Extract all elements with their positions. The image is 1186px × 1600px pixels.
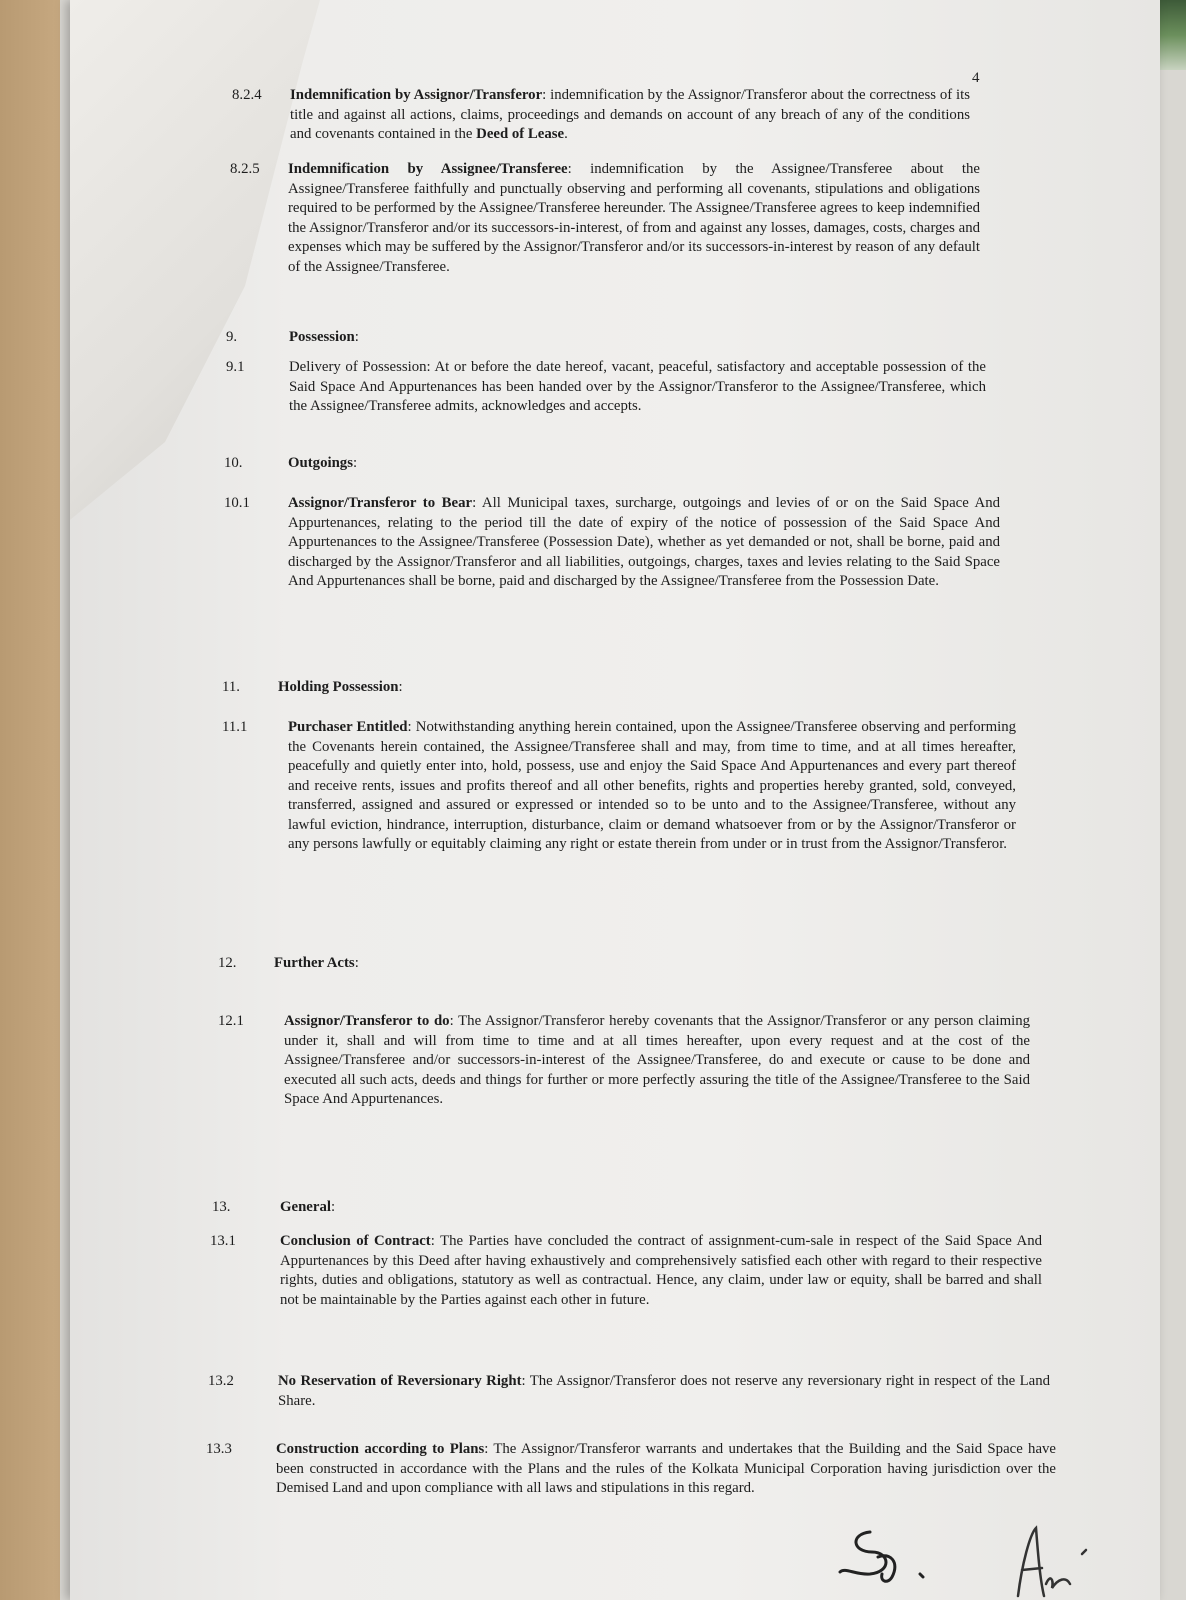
clause-12-1	[218, 1012, 1030, 1152]
clause-8-2-5	[230, 160, 982, 290]
clause-number: 13.3	[206, 1441, 232, 1457]
section-13-heading	[212, 1198, 612, 1220]
section-number: 12.	[218, 955, 237, 971]
clause-label: Construction according to Plans	[276, 1441, 485, 1457]
clause-13-3	[206, 1440, 1056, 1528]
section-10-heading	[224, 454, 624, 476]
clause-label: Indemnification by Assignee/Transferee	[288, 161, 568, 177]
clause-label: Purchaser Entitled	[288, 719, 408, 735]
clause-13-1	[210, 1232, 1042, 1352]
clause-body	[284, 1012, 1030, 1110]
clause-body: Delivery of Possession: At or before the date hereof, vacant, peaceful, satisfactory and acceptable possession of the Said Space And Appurtenances has been handed over by the Assignor/Transferor to the Assignee/Transferee, which the Assignee/Transferee admits, acknowledges and accepts.	[289, 359, 986, 414]
clause-body	[278, 1372, 1050, 1411]
handwritten-initials-2	[1010, 1524, 1100, 1600]
clause-body	[280, 1232, 1042, 1310]
clause-body: Indemnification by Assignor/Transferor: indemnification by the Assignor/Transferor about the correctness of its title and against all actions, claims, proceedings and demands on account of any breach of any of the conditions and covenants contained in the Deed of Lease.	[290, 87, 970, 142]
section-heading: Further Acts:	[274, 955, 359, 971]
section-number: 10.	[224, 455, 243, 471]
section-number: 13.	[212, 1199, 231, 1215]
clause-label: Indemnification by Assignor/Transferor	[290, 87, 543, 103]
handwritten-initials-1	[830, 1522, 940, 1592]
clause-text: : The Assignor/Transferor warrants and undertakes that the Building and the Said Space have been constructed in accordance with the Plans and the rules of the Kolkata Municipal Corporation having jurisdiction over the Demised Land and upon compliance with all laws and stipulations in this regard.	[276, 1441, 1056, 1496]
section-11-heading	[222, 678, 622, 700]
clause-label: Conclusion of Contract	[280, 1233, 431, 1249]
clause-text: : The Assignor/Transferor does not reserve any reversionary right in respect of the Land Share.	[278, 1373, 1050, 1409]
clause-text: : indemnification by the Assignor/Transferor about the correctness of its title and against all actions, claims, proceedings and demands on account of any breach of any of the conditions and covenants contained in the	[290, 87, 970, 142]
clause-text: : indemnification by the Assignee/Transferee about the Assignee/Transferee faithfully and punctually observing and performing all covenants, stipulations and obligations required to be performed by the Assignee/Transferee hereunder. The Assignee/Transferee agrees to keep indemnified the Assignor/Transferor and/or its successors-in-interest, of from and against any losses, damages, costs, charges and expenses which may be suffered by the Assignor/Transferor and/or its successors-in-interest by reason of any default of the Assignee/Transferee.	[288, 161, 980, 275]
clause-10-1	[224, 494, 1000, 630]
clause-number: 11.1	[222, 719, 248, 735]
clause-text: : The Parties have concluded the contract of assignment-cum-sale in respect of the Said Space And Appurtenances by this Deed after having exhaustively and comprehensively satisfied each other with regard to their respective rights, duties and obligations, statutory as well as contractual. Hence, any claim, under law or equity, shall be barred and shall not be maintainable by the Parties against each other in future.	[280, 1233, 1042, 1308]
clause-11-1	[222, 718, 1016, 900]
clause-label: Assignor/Transferor to Bear	[288, 495, 473, 511]
clause-emphasis: Deed of Lease	[476, 126, 565, 142]
clause-body	[288, 160, 980, 277]
clause-text: : All Municipal taxes, surcharge, outgoings and levies of or on the Said Space And Appurtenances, relating to the period till the date of expiry of the notice of possession of the Said Space And Appurtenances to the Assignee/Transferee (Possession Date), whether as yet demanded or not, shall be borne, paid and discharged by the Assignor/Transferor and all liabilities, outgoings, charges, taxes and levies relating to the Said Space And Appurtenances shall be borne, paid and discharged by the Assignee/Transferee from the Possession Date.	[288, 495, 1000, 589]
clause-body	[288, 494, 1000, 592]
clause-body	[288, 718, 1016, 855]
section-heading: Possession:	[289, 329, 359, 345]
clause-13-2	[208, 1372, 1050, 1416]
clause-number: 9.1	[226, 359, 245, 375]
section-number: 11.	[222, 679, 240, 695]
clause-label: Assignor/Transferor to do	[284, 1013, 450, 1029]
clause-number: 13.2	[208, 1373, 234, 1389]
clause-8-2-4	[232, 86, 972, 146]
clause-number: 12.1	[218, 1013, 244, 1029]
section-heading: Outgoings:	[288, 455, 358, 471]
clause-number: 13.1	[210, 1233, 236, 1249]
clause-number: 8.2.5	[230, 161, 260, 177]
clause-text: : Notwithstanding anything herein contained, upon the Assignee/Transferee observing and performing the Covenants herein contained, the Assignee/Transferee shall and may, from time to time, and at all times hereafter, peacefully and quietly enter into, hold, possess, use and enjoy the Said Space And Appurtenances and every part thereof and receive rents, issues and profits thereof and all other benefits, rights and properties hereby granted, sold, conveyed, transferred, assigned and assured or expressed or intended so to be unto and to the Assignee/Transferee, without any lawful eviction, hindrance, interruption, disturbance, claim or demand whatsoever from or by the Assignor/Transferor or any persons lawfully or equitably claiming any right or estate therein from under or in trust from the Assignor/Transferor.	[288, 719, 1016, 852]
section-12-heading	[218, 954, 618, 976]
clause-body	[276, 1440, 1056, 1499]
clause-number: 8.2.4	[232, 87, 262, 103]
clause-text: : The Assignor/Transferor hereby covenants that the Assignor/Transferor or any person claiming under it, shall and will from time to time and at all times hereafter, upon every request and at the cost of the Assignee/Transferee and/or successors-in-interest of the Assignee/Transferee, do and execute or cause to be done and executed all such acts, deeds and things for further or more perfectly assuring the title of the Assignee/Transferee to the Said Space And Appurtenances.	[284, 1013, 1030, 1107]
section-number: 9.	[226, 329, 238, 345]
clause-9-1	[226, 358, 986, 420]
clause-number: 10.1	[224, 495, 250, 511]
section-9-heading	[226, 328, 626, 350]
clause-label: No Reservation of Reversionary Right	[278, 1373, 522, 1389]
section-heading: General:	[280, 1199, 336, 1215]
page-number: 4	[972, 70, 980, 86]
section-heading: Holding Possession:	[278, 679, 403, 695]
